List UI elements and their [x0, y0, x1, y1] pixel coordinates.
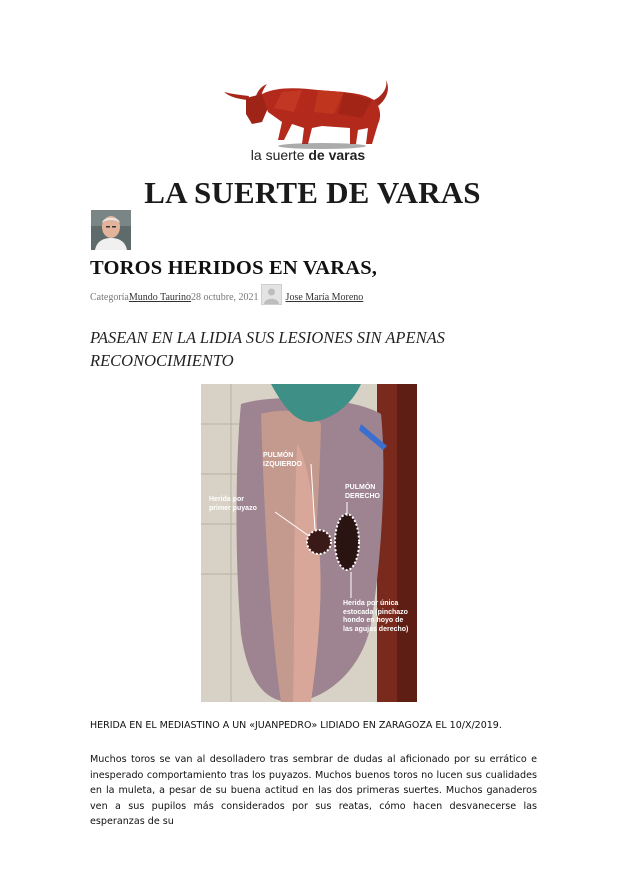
image-caption: HERIDA EN EL MEDIASTINO A UN «JUANPEDRO» LIDIADO EN ZARAGOZA EL 10/X/2019.	[90, 720, 502, 731]
post-meta	[90, 292, 363, 305]
label-left-lung: PULMÓN IZQUIERDO	[263, 452, 302, 468]
site-logo[interactable]	[222, 78, 394, 174]
label-right-lung: PULMÓN DERECHO	[345, 484, 381, 500]
post-body: Muchos toros se van al desolladero tras sembrar de dudas al aficionado por su errático e inesperado comportamiento tras los puyazos. Muchos buenos toros no lucen sus cualidades en la muleta, a pesar de su buena actitud en las dos primeras suertes. Muchos ganaderos ven a sus pupilos más considerados por sus reatas, cómo hacen desvanecerse las esperanzas de su	[90, 754, 537, 827]
lung-photo	[201, 384, 417, 702]
post-subtitle: PASEAN EN LA LIDIA SUS LESIONES SIN APENAS RECONOCIMIENTO	[90, 328, 445, 370]
label-wound-pic: Herida por primer puyazo	[209, 496, 257, 512]
author-avatar-icon	[261, 284, 282, 305]
category-label: Categoría	[90, 292, 129, 303]
site-title[interactable]: LA SUERTE DE VARAS	[144, 175, 481, 210]
post-title[interactable]: TOROS HERIDOS EN VARAS,	[90, 257, 378, 279]
post-date: 28 octubre, 2021	[191, 292, 259, 303]
author-photo	[91, 210, 131, 250]
label-wound-sword: Herida por única estocada (pinchazo hondo en hoyo de las agujas derecho)	[343, 600, 409, 633]
category-link[interactable]: Mundo Taurino	[128, 292, 192, 303]
logo-text: la suerte de varas	[250, 147, 366, 163]
author-link[interactable]: Jose María Moreno	[285, 292, 364, 303]
post-image	[201, 384, 417, 702]
bull-icon	[222, 78, 394, 150]
